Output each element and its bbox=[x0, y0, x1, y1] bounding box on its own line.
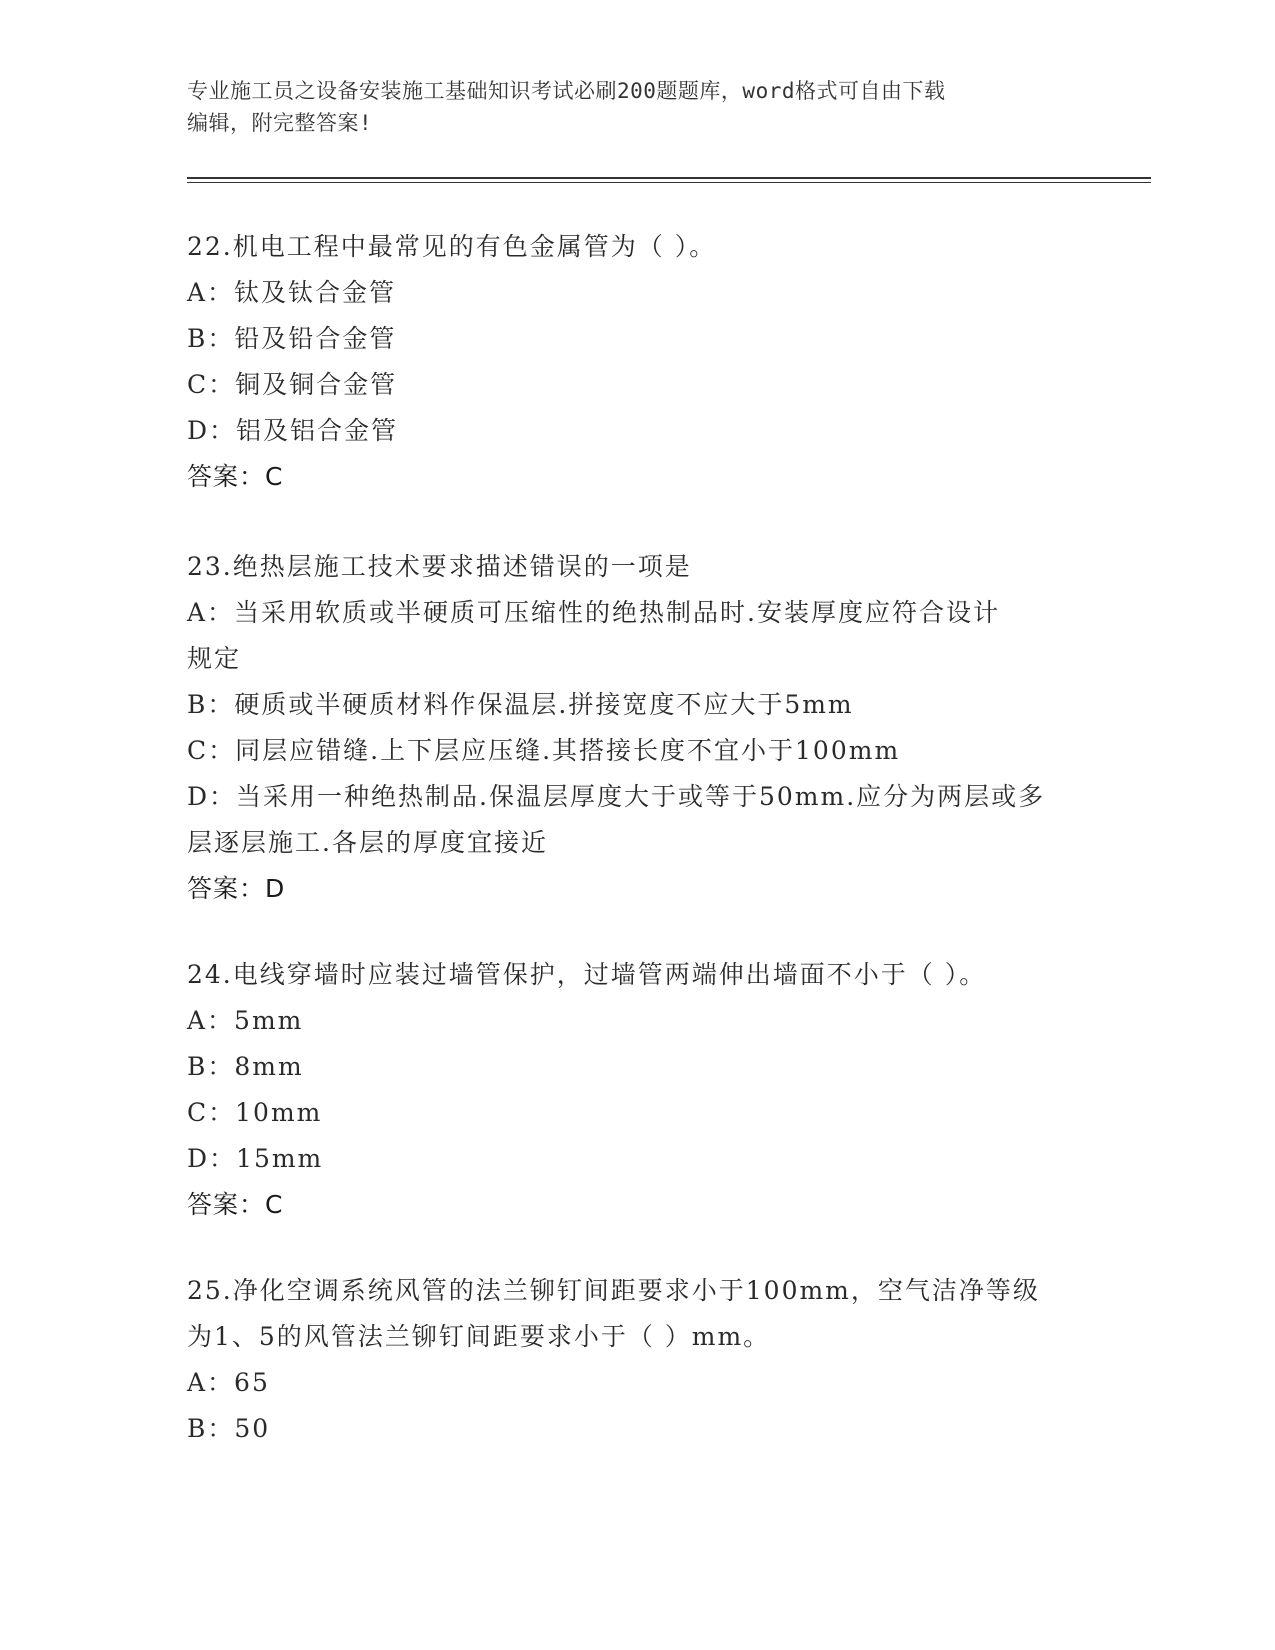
question-25 bbox=[187, 1268, 1087, 1452]
question-stem-continued: 为1、5的风管法兰铆钉间距要求小于（ ）mm。 bbox=[187, 1322, 771, 1351]
option-d: D：15mm bbox=[187, 1144, 324, 1173]
question-stem: 24.电线穿墙时应装过墙管保护，过墙管两端伸出墙面不小于（ ）。 bbox=[187, 960, 987, 989]
answer-line: 答案：C bbox=[187, 1190, 284, 1219]
document-header bbox=[187, 75, 1067, 139]
option-d: D：当采用一种绝热制品.保温层厚度大于或等于50mm.应分为两层或多 bbox=[187, 782, 1046, 811]
question-24 bbox=[187, 952, 1087, 1228]
option-c: C：10mm bbox=[187, 1098, 323, 1127]
option-c: C：同层应错缝.上下层应压缝.其搭接长度不宜小于100mm bbox=[187, 736, 901, 765]
option-b: B：硬质或半硬质材料作保温层.拼接宽度不应大于5mm bbox=[187, 690, 854, 719]
option-a: A：当采用软质或半硬质可压缩性的绝热制品时.安装厚度应符合设计 bbox=[187, 598, 1001, 627]
option-a: A：钛及钛合金管 bbox=[187, 278, 397, 307]
option-b: B：8mm bbox=[187, 1052, 304, 1081]
question-stem: 23.绝热层施工技术要求描述错误的一项是 bbox=[187, 552, 692, 581]
option-b: B：铅及铅合金管 bbox=[187, 324, 397, 353]
question-23 bbox=[187, 544, 1087, 912]
option-a-continued: 规定 bbox=[187, 644, 242, 673]
option-a: A：5mm bbox=[187, 1006, 304, 1035]
answer-line: 答案：C bbox=[187, 462, 284, 491]
header-rule-thin bbox=[187, 182, 1151, 183]
header-line-1: 专业施工员之设备安装施工基础知识考试必刷200题题库，word格式可自由下载 bbox=[187, 79, 946, 103]
answer-line: 答案：D bbox=[187, 874, 286, 903]
option-d: D：铝及铝合金管 bbox=[187, 416, 399, 445]
question-stem: 22.机电工程中最常见的有色金属管为（ ）。 bbox=[187, 232, 717, 261]
option-d-continued: 层逐层施工.各层的厚度宜接近 bbox=[187, 828, 548, 857]
option-c: C：铜及铜合金管 bbox=[187, 370, 398, 399]
question-stem: 25.净化空调系统风管的法兰铆钉间距要求小于100mm，空气洁净等级 bbox=[187, 1276, 1040, 1305]
header-rule-thick bbox=[187, 177, 1151, 179]
option-a: A：65 bbox=[187, 1368, 270, 1397]
question-22 bbox=[187, 224, 1087, 500]
header-line-2: 编辑，附完整答案! bbox=[187, 111, 373, 135]
option-b: B：50 bbox=[187, 1414, 271, 1443]
